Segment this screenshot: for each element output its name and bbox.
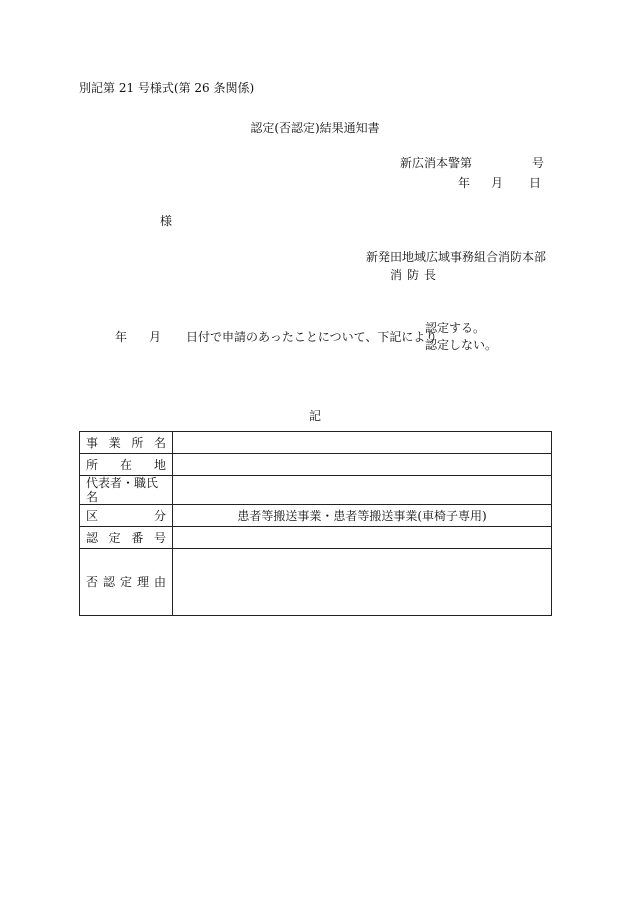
row-value — [173, 432, 552, 454]
table-row — [80, 432, 552, 454]
date-year: 年 — [458, 176, 471, 190]
table-row — [80, 454, 552, 476]
row-label: 区 分 — [80, 505, 173, 527]
row-label: 所 在 地 — [80, 454, 173, 476]
body-month: 月 — [149, 330, 162, 344]
row-value: 患者等搬送事業・患者等搬送事業(車椅子専用) — [173, 505, 552, 527]
reference-prefix: 新広消本警第 — [400, 156, 473, 170]
choice-approve: 認定する。 — [425, 321, 486, 335]
row-label: 代表者・職氏名 — [80, 476, 173, 505]
document-title: 認定(否認定)結果通知書 — [250, 121, 380, 135]
reference-suffix: 号 — [532, 156, 545, 170]
body-year: 年 — [115, 330, 128, 344]
date-day: 日 — [529, 176, 542, 190]
issue-date — [458, 176, 541, 190]
table-row — [80, 476, 552, 505]
table-row — [80, 549, 552, 616]
reference-number — [400, 156, 544, 170]
row-value — [173, 527, 552, 549]
row-label: 事 業 所 名 — [80, 432, 173, 454]
date-month: 月 — [491, 176, 504, 190]
issuer-organization: 新発田地域広域事務組合消防本部 — [366, 250, 547, 264]
table-row — [80, 527, 552, 549]
choice-deny: 認定しない。 — [425, 338, 498, 352]
details-table — [79, 431, 552, 616]
row-value — [173, 549, 552, 616]
body-text: 日付で申請のあったことについて、下記により — [186, 330, 438, 344]
row-label: 否 認 定 理 由 — [80, 549, 173, 616]
row-label: 認 定 番 号 — [80, 527, 173, 549]
table-row — [80, 505, 552, 527]
row-value — [173, 454, 552, 476]
body-sentence — [115, 330, 437, 344]
form-number: 別記第 21 号様式(第 26 条関係) — [79, 81, 255, 95]
note-heading: 記 — [308, 409, 321, 423]
row-value — [173, 476, 552, 505]
issuer-title: 消防長 — [390, 268, 442, 282]
recipient-honorific: 様 — [160, 214, 173, 228]
